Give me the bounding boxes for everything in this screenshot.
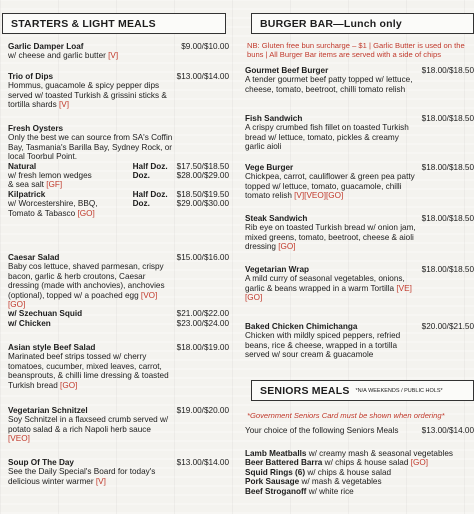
- menu-item-vegetarian-schnitzel: Vegetarian Schnitzel $19.00/$20.00 Soy Schnitzel in a flaxseed crumb served w/ potato salad & a rich Napoli herb sauce [VEO]: [8, 406, 229, 444]
- menu-item-vege-burger: Vege Burger $18.00/$18.50 Chickpea, carrot, cauliflower & green pea patty topped w/ lettuce, tomato, guacamole, chilli tomato relish [V][VEO][GO]: [245, 163, 474, 201]
- menu-item-steak-sandwich: Steak Sandwich $18.00/$18.50 Rib eye on toasted Turkish bread w/ onion jam, mixed greens, tomato, beetroot, cheese & aioli dressing [GO]: [245, 214, 474, 252]
- burger-bar-heading: BURGER BAR—Lunch only: [251, 13, 474, 34]
- menu-item-chicken-chimichanga: Baked Chicken Chimichanga $20.00/$21.50 Chicken with mildly spiced peppers, refried beans, rice & cheese, wrapped in a tortilla served w/ sour cream & guacamole: [245, 322, 474, 360]
- seniors-meal-list: [245, 449, 474, 496]
- menu-item-fish-sandwich: Fish Sandwich $18.00/$18.50 A crispy crumbed fish fillet on toasted Turkish bread w/ lettuce, tomato, pickles & creamy garlic aioli: [245, 114, 474, 152]
- menu-item-gourmet-beef-burger: Gourmet Beef Burger $18.00/$18.50 A tender gourmet beef patty topped w/ lettuce, cheese, tomato, beetroot, chilli tomato relish: [245, 66, 474, 94]
- list-item: Lamb Meatballs w/ creamy mash & seasonal vegetables: [245, 449, 453, 458]
- burger-bar-notice: NB: Gluten free bun surcharge – $1 | Garlic Butter is used on the buns | All Burger Bar items are served with a side of chips: [247, 41, 465, 59]
- seniors-choice: Your choice of the following Seniors Meals $13.00/$14.00: [245, 426, 474, 435]
- seniors-heading: SENIORS MEALS *N/A WEEKENDS / PUBLIC HOLS*: [251, 380, 474, 401]
- list-item: Pork Sausage w/ mash & vegetables: [245, 477, 382, 487]
- list-item: Beer Battered Barra w/ chips & house salad [GO]: [245, 458, 428, 468]
- menu-item-fresh-oysters: Fresh Oysters Only the best we can source from SA's Coffin Bay, Tasmania's Barilla Bay, Sydney Rock, or local Toorbul Point. Natural Half Doz. $17.50/$18.50 w/ fresh lemon wedges Doz. $28.00/$29.00 & sea salt [GF] Kilpatrick Half Doz. $18.50/$19.50 w/ Worcestershire, BBQ, Doz. $29.00/$30.00 Tomato & Tabasco [GO]: [8, 124, 229, 218]
- list-item: Squid Rings (6) w/ chips & house salad: [245, 467, 392, 477]
- oysters-kilpatrick-row: Kilpatrick Half Doz. $18.50/$19.50: [8, 189, 229, 199]
- seniors-notice: *Government Seniors Card must be shown when ordering*: [247, 411, 445, 420]
- menu-item-asian-beef-salad: Asian style Beef Salad $18.00/$19.00 Marinated beef strips tossed w/ cherry tomatoes, cucumber, mixed leaves, carrot, beansprouts, & chilli lime dressing & toasted Turkish bread [GO]: [8, 343, 229, 390]
- menu-item-soup-of-the-day: Soup Of The Day $13.00/$14.00 See the Daily Special's Board for today's delicious winter warmer [V]: [8, 458, 229, 486]
- menu-item-garlic-damper: Garlic Damper Loaf $9.00/$10.00 w/ cheese and garlic butter [V]: [8, 42, 229, 61]
- oysters-natural-row: Natural Half Doz. $17.50/$18.50: [8, 161, 229, 171]
- menu-item-trio-of-dips: Trio of Dips $13.00/$14.00 Hommus, guacamole & spicy pepper dips served w/ toasted Turkish & grissini sticks & tortilla shards [V]: [8, 72, 229, 110]
- menu-item-caesar-salad: Caesar Salad $15.00/$16.00 Baby cos lettuce, shaved parmesan, crispy bacon, garlic & herb croutons, Caesar dressing (made with anchovies), anchovies (optional), topped w/ a poached egg [VO][GO] w/ Szechuan Squid $21.00/$22.00 w/ Chicken $23.00/$24.00: [8, 253, 229, 328]
- list-item: Beef Stroganoff w/ white rice: [245, 486, 354, 496]
- menu-item-vegetarian-wrap: Vegetarian Wrap $18.00/$18.50 A mild curry of seasonal vegetables, onions, garlic & beans wrapped in a warm Tortilla [VE][GO]: [245, 265, 474, 303]
- starters-heading: STARTERS & LIGHT MEALS: [2, 13, 226, 34]
